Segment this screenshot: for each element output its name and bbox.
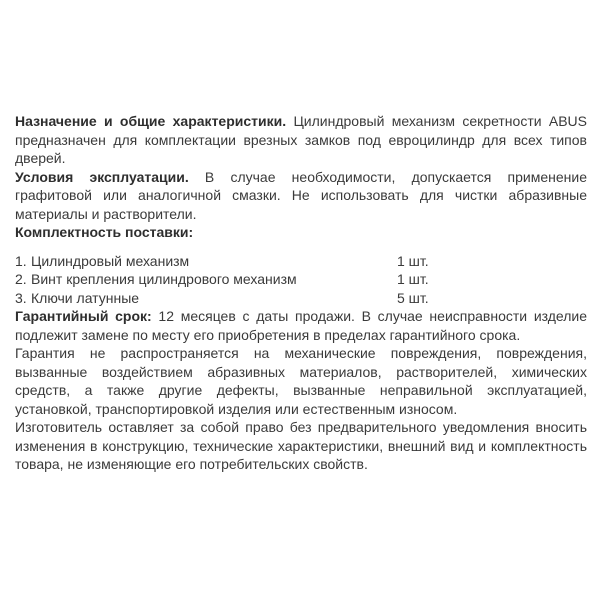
package-item-qty: 1 шт. <box>397 252 429 269</box>
package-item-name: Ключи латунные <box>31 289 140 306</box>
purpose-text: Цилиндровый механизм секретности ABUS предназначен для комплектации врезных замков под евроцилиндр для всех типов дверей. <box>15 113 587 166</box>
usage-heading: Условия эксплуатации. <box>15 168 189 185</box>
usage-text: В случае необходимости, допускается применение графитовой или аналогичной смазки. Не использовать для чистки абразивные материалы и растворители. <box>15 168 587 222</box>
package-item-name: Винт крепления цилиндрового механизм <box>31 271 297 287</box>
package-item <box>15 270 587 289</box>
warranty-heading: Гарантийный срок: <box>15 308 152 324</box>
package-item-index: 3. <box>15 289 27 306</box>
package-item-index: 1. <box>15 252 27 269</box>
purpose-heading: Назначение и общие характеристики. <box>15 113 287 129</box>
warranty-text: 12 месяцев с даты продажи. В случае неисправности изделие подлежит замене по месту его приобретения в пределах гарантийного срока. <box>15 308 588 343</box>
manufacturer-note: Изготовитель оставляет за собой право без предварительного уведомления вносить изменения в конструкцию, технические характеристики, внешний вид и комплектность товара, не изменяющие его потребительских свойств. <box>15 419 587 472</box>
package-item <box>15 289 587 308</box>
warranty-exclusions: Гарантия не распространяется на механические повреждения, повреждения, вызванные воздействием абразивных материалов, растворителей, химических средств, а также другие дефекты, вызванные неправильной эксплуатацией, установкой, транспортировкой изделия или естественным износом. <box>15 345 587 417</box>
package-item-qty: 5 шт. <box>397 289 429 306</box>
purpose-paragraph <box>15 112 587 168</box>
package-item <box>15 252 587 271</box>
instruction-sheet <box>15 112 587 474</box>
usage-paragraph <box>15 168 587 224</box>
package-list <box>15 252 587 308</box>
warranty-paragraph <box>15 307 587 344</box>
package-item-qty: 1 шт. <box>397 271 429 287</box>
package-heading: Комплектность поставки: <box>15 224 194 240</box>
package-item-index: 2. <box>15 271 27 287</box>
package-item-name: Цилиндровый механизм <box>31 252 190 269</box>
